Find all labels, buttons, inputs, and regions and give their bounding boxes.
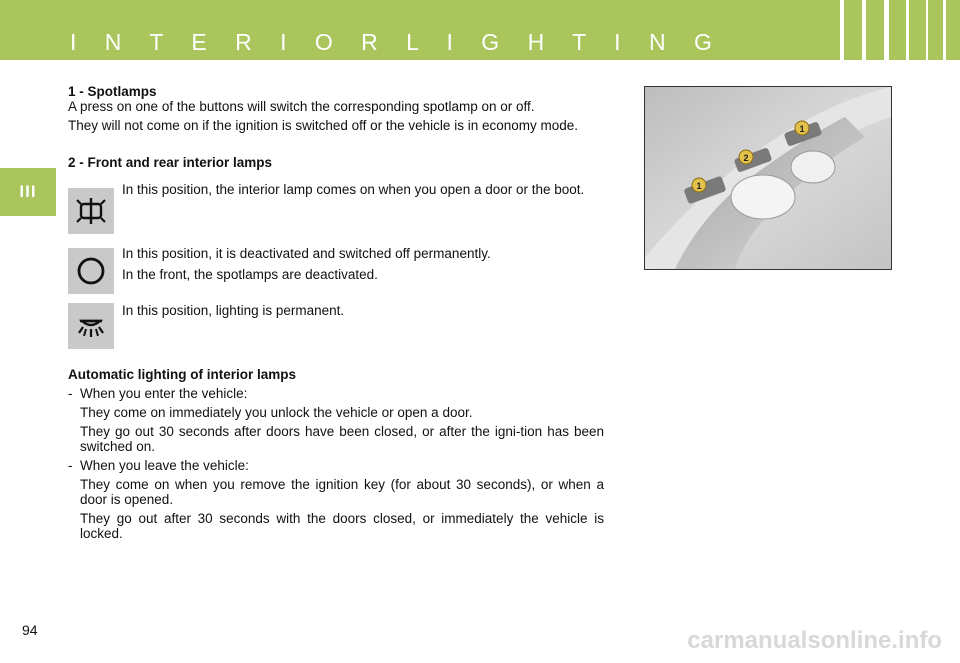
list-item: - When you leave the vehicle:	[68, 458, 249, 473]
automatic-leave-line-2: They go out after 30 seconds with the doors closed, or immediately the vehicle is locked.	[80, 511, 604, 541]
spotlamps-heading: 1 - Spotlamps	[68, 84, 157, 99]
spotlamps-text-1: A press on one of the buttons will switch the corresponding spotlamp on or off.	[68, 99, 535, 114]
header-stripe	[926, 0, 928, 60]
automatic-enter-line-1: They come on immediately you unlock the vehicle or open a door.	[80, 405, 473, 420]
photo-label: 2	[743, 153, 749, 163]
photo-label: 1	[799, 124, 805, 134]
main-content	[68, 84, 604, 541]
lamp-position-text: In this position, lighting is permanent.	[122, 303, 345, 318]
lamp-position-text: In this position, the interior lamp comes on when you open a door or the boot.	[122, 182, 585, 197]
header-stripe	[943, 0, 946, 60]
list-item: - When you enter the vehicle:	[68, 386, 248, 401]
lamp-position-permanent	[68, 303, 604, 349]
header-band	[0, 0, 960, 60]
header-stripe	[906, 0, 909, 60]
lamp-position-text: In this position, it is deactivated and switched off permanently.	[122, 246, 491, 261]
watermark: carmanualsonline.info	[687, 627, 942, 654]
permanent-lamp-icon	[68, 303, 114, 349]
spotlamps-text-2: They will not come on if the ignition is switched off or the vehicle is in economy mode.	[68, 118, 579, 133]
page-title: I N T E R I O R L I G H T I N G	[70, 29, 723, 55]
photo-label: 1	[696, 181, 702, 191]
automatic-leave-bullet: When you leave the vehicle:	[80, 458, 249, 473]
lamp-position-door	[68, 182, 604, 234]
header-stripe	[840, 0, 844, 60]
lamp-position-text: In the front, the spotlamps are deactivated.	[122, 267, 378, 282]
ceiling-console-photo	[644, 86, 892, 270]
automatic-heading: Automatic lighting of interior lamps	[68, 367, 297, 382]
automatic-enter-line-2: They go out 30 seconds after doors have been closed, or after the igni-tion has been switched on.	[80, 424, 604, 454]
off-circle-icon	[68, 248, 114, 294]
chapter-tab	[0, 168, 56, 216]
header-stripe	[862, 0, 866, 60]
automatic-enter-bullet: When you enter the vehicle:	[80, 386, 248, 401]
door-lamp-icon	[68, 188, 114, 234]
page-number: 94	[22, 622, 38, 638]
interior-lamps-heading: 2 - Front and rear interior lamps	[68, 155, 273, 170]
automatic-leave-line-1: They come on when you remove the ignition key (for about 30 seconds), or when a door is opened.	[80, 477, 604, 507]
header-stripe	[884, 0, 889, 60]
chapter-label: III	[19, 182, 37, 201]
lamp-position-off	[68, 246, 604, 294]
